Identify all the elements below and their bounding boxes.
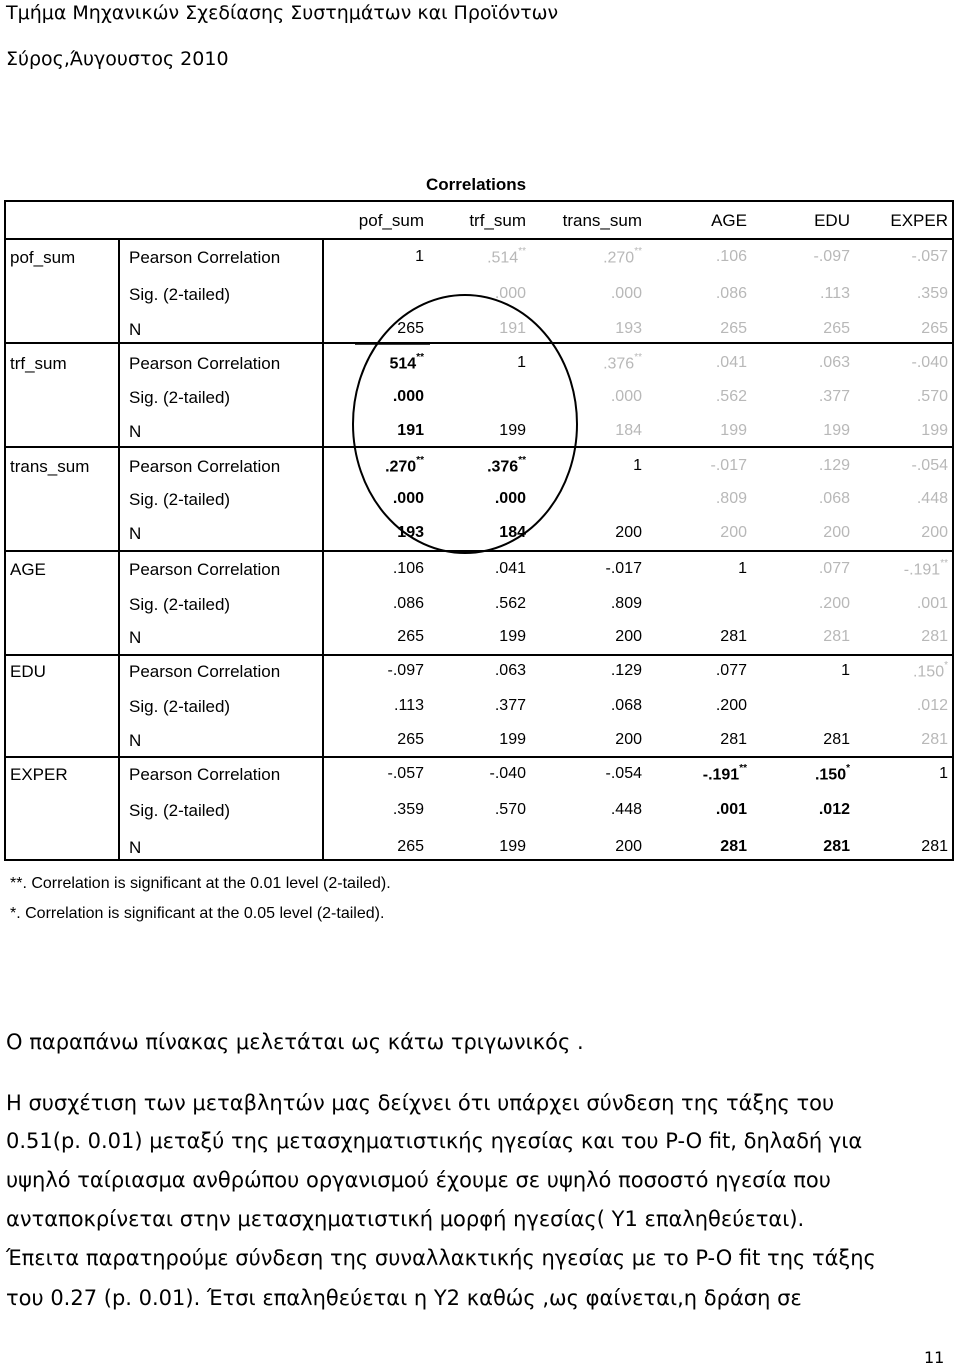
table-cell (843, 285, 948, 303)
cell-value: .086 (715, 285, 747, 302)
cell-value: .012 (818, 801, 850, 818)
cell-value: 281 (921, 838, 948, 855)
table-cell (421, 422, 526, 440)
cell-value: .359 (392, 801, 424, 818)
significance-marker: ** (634, 246, 642, 257)
cell-value: .001 (916, 595, 948, 612)
table-cell (319, 388, 424, 406)
significance-marker: ** (518, 455, 526, 466)
cell-value: 200 (720, 524, 747, 541)
cell-value: -.097 (813, 248, 850, 265)
cell-value: .448 (610, 801, 642, 818)
significance-marker: * (846, 763, 850, 774)
cell-value: -.017 (605, 560, 642, 577)
row-statistic-label: Pearson Correlation (129, 765, 281, 784)
table-cell (421, 248, 526, 267)
table-cell (421, 490, 526, 508)
table-cell (421, 697, 526, 715)
cell-value: 265 (921, 320, 948, 337)
table-cell (537, 388, 642, 406)
cell-value: 199 (499, 731, 526, 748)
table-cell (537, 662, 642, 680)
cell-value: .570 (916, 388, 948, 405)
table-cell (537, 560, 642, 578)
table-cell (745, 662, 850, 680)
cell-value: .200 (715, 697, 747, 714)
table-cell (421, 838, 526, 856)
cell-value: 184 (499, 524, 526, 541)
row-statistic-label: N (129, 731, 142, 750)
table-cell (642, 560, 747, 578)
cell-value: 199 (499, 422, 526, 439)
table-cell (537, 524, 642, 542)
cell-value: .377 (818, 388, 850, 405)
cell-value: .086 (392, 595, 424, 612)
cell-value: 199 (720, 422, 747, 439)
cell-value: .000 (392, 388, 424, 405)
significance-marker: ** (739, 763, 747, 774)
row-variable-label: pof_sum (10, 248, 76, 267)
cell-value: .063 (494, 662, 526, 679)
cell-value: -.191 (903, 561, 941, 579)
cell-value: 281 (823, 628, 850, 645)
significance-marker: ** (518, 246, 526, 257)
cell-value: -.017 (710, 457, 747, 474)
cell-value: 1 (841, 662, 850, 679)
cell-value: 200 (823, 524, 850, 541)
table-cell (745, 490, 850, 508)
table-cell (421, 524, 526, 542)
significance-marker: ** (634, 352, 642, 363)
significance-marker: ** (940, 558, 948, 569)
paragraph-line-1: Ο παραπάνω πίνακας μελετάται ως κάτω τριγωνικός . (6, 1030, 584, 1054)
table-cell (745, 422, 850, 440)
cell-value: 200 (615, 628, 642, 645)
table-cell (642, 628, 747, 646)
table-cell (843, 490, 948, 508)
table-cell (642, 765, 747, 784)
table-cell (745, 388, 850, 406)
cell-value: 265 (397, 320, 424, 337)
table-cell (319, 490, 424, 508)
table-cell (642, 248, 747, 266)
row-statistic-label: Sig. (2-tailed) (129, 388, 231, 407)
table-cell (642, 285, 747, 303)
cell-value: 200 (615, 838, 642, 855)
row-statistic-label: Pearson Correlation (129, 662, 281, 681)
table-cell (843, 595, 948, 613)
row-statistic-label: N (129, 320, 142, 339)
table-cell (421, 662, 526, 680)
table-cell (642, 697, 747, 715)
table-group-divider (4, 756, 954, 758)
table-title: Correlations (426, 175, 527, 194)
table-cell (745, 801, 850, 819)
cell-value: .000 (610, 285, 642, 302)
cell-value: 281 (720, 838, 747, 855)
cell-value: 265 (397, 628, 424, 645)
table-cell (319, 524, 424, 542)
table-cell (421, 560, 526, 578)
table-cell (642, 320, 747, 338)
row-variable-label: trf_sum (10, 354, 67, 373)
table-cell (745, 248, 850, 266)
paragraph-line-7: του 0.27 (p. 0.01). Έτσι επαληθεύεται η Y2 καθώς ,ως φαίνεται,η δράση σε (6, 1286, 802, 1310)
row-statistic-label: Sig. (2-tailed) (129, 285, 231, 304)
cell-value: .041 (715, 354, 747, 371)
cell-value: .068 (818, 490, 850, 507)
cell-value: .068 (610, 697, 642, 714)
table-cell (745, 524, 850, 542)
cell-value: 281 (823, 838, 850, 855)
row-variable-label: trans_sum (10, 457, 90, 476)
table-cell (319, 662, 424, 680)
row-statistic-label: Sig. (2-tailed) (129, 697, 231, 716)
cell-value: -.057 (911, 248, 948, 265)
table-cell (745, 285, 850, 303)
significance-marker: ** (416, 352, 424, 363)
table-cell (642, 801, 747, 819)
column-header-trans-sum: trans_sum (562, 211, 642, 230)
cell-value: 193 (397, 524, 424, 541)
table-cell (745, 320, 850, 338)
table-cell (843, 248, 948, 266)
cell-value: .077 (715, 662, 747, 679)
row-statistic-label: N (129, 628, 142, 647)
table-cell (537, 801, 642, 819)
table-cell (319, 838, 424, 856)
table-cell (537, 731, 642, 749)
row-statistic-label: Sig. (2-tailed) (129, 801, 231, 820)
cell-value: 1 (517, 354, 526, 371)
table-cell (537, 628, 642, 646)
row-statistic-label: N (129, 422, 142, 441)
cell-value: 200 (615, 524, 642, 541)
cell-value: 281 (720, 628, 747, 645)
cell-value: 200 (921, 524, 948, 541)
table-cell (421, 731, 526, 749)
cell-value: 184 (615, 422, 642, 439)
row-variable-label: EDU (10, 662, 46, 681)
cell-value: .077 (818, 560, 850, 577)
column-header-exper: EXPER (890, 211, 948, 230)
table-cell (421, 628, 526, 646)
table-cell (319, 354, 424, 373)
significance-marker: ** (416, 455, 424, 466)
cell-value: 199 (499, 838, 526, 855)
table-cell (642, 838, 747, 856)
table-cell (843, 320, 948, 338)
table-cell (537, 354, 642, 373)
page-number: 11 (924, 1348, 945, 1367)
table-cell (843, 388, 948, 406)
table-cell (319, 320, 424, 338)
cell-value: .041 (494, 560, 526, 577)
cell-value: -.191 (702, 766, 740, 784)
cell-value: 199 (499, 628, 526, 645)
table-cell (745, 731, 850, 749)
row-statistic-label: N (129, 524, 142, 543)
cell-value: .106 (392, 560, 424, 577)
paragraph-line-3: 0.51(p. 0.01) μεταξύ της μετασχηματιστικής ηγεσίας και του P-O fit, δηλαδή για (6, 1129, 863, 1153)
table-cell (421, 801, 526, 819)
cell-value: 1 (738, 560, 747, 577)
table-cell (319, 248, 424, 266)
table-cell (642, 422, 747, 440)
table-cell (319, 731, 424, 749)
paragraph-line-2: Η συσχέτιση των μεταβλητών μας δείχνει ότι υπάρχει σύνδεση της τάξης του (6, 1091, 835, 1115)
cell-value: .150 (912, 663, 945, 681)
table-cell (319, 560, 424, 578)
cell-value: 281 (921, 731, 948, 748)
table-cell (843, 524, 948, 542)
table-header-divider (4, 238, 954, 240)
cell-value: 193 (615, 320, 642, 337)
table-cell (421, 320, 526, 338)
cell-value: .270 (385, 458, 417, 476)
cell-value: .113 (394, 697, 424, 714)
table-cell (843, 697, 948, 715)
cell-value: 514 (389, 355, 417, 373)
cell-value: .359 (916, 285, 948, 302)
cell-value: 281 (720, 731, 747, 748)
cell-value: .809 (715, 490, 747, 507)
cell-value: 200 (615, 731, 642, 748)
table-cell (421, 595, 526, 613)
table-cell (319, 422, 424, 440)
table-cell (843, 765, 948, 783)
cell-value: .376 (603, 355, 635, 373)
table-cell (421, 765, 526, 783)
table-cell (537, 422, 642, 440)
table-cell (642, 388, 747, 406)
table-cell (421, 354, 526, 372)
document-header-department: Τμήμα Μηχανικών Σχεδίασης Συστημάτων και Προϊόντων (6, 2, 559, 24)
row-statistic-label: Pearson Correlation (129, 354, 281, 373)
table-cell (642, 354, 747, 372)
cell-value: 199 (921, 422, 948, 439)
table-cell (537, 248, 642, 267)
cell-value: .129 (818, 457, 850, 474)
cell-value: .000 (392, 490, 424, 507)
row-statistic-label: Sig. (2-tailed) (129, 595, 231, 614)
table-group-divider (4, 550, 954, 552)
row-statistic-label: Pearson Correlation (129, 560, 281, 579)
cell-value: .000 (494, 490, 526, 507)
row-statistic-label: Pearson Correlation (129, 248, 281, 267)
table-cell (537, 697, 642, 715)
table-group-divider (4, 342, 954, 344)
row-variable-label: EXPER (10, 765, 68, 784)
footnote-significance-001: **. Correlation is significant at the 0.01 level (2-tailed). (10, 875, 391, 892)
table-cell (319, 628, 424, 646)
cell-value: .270 (603, 249, 635, 267)
cell-value: 265 (720, 320, 747, 337)
cell-value: -.040 (911, 354, 948, 371)
cell-value: -.040 (489, 765, 526, 782)
cell-value: 281 (921, 628, 948, 645)
table-cell (843, 838, 948, 856)
cell-value: .809 (610, 595, 642, 612)
table-cell (537, 838, 642, 856)
cell-value: 265 (397, 731, 424, 748)
table-cell (745, 765, 850, 784)
table-cell (319, 595, 424, 613)
cell-value: 1 (633, 457, 642, 474)
table-cell (421, 285, 526, 303)
cell-value: .063 (818, 354, 850, 371)
table-cell (745, 595, 850, 613)
cell-value: .200 (818, 595, 850, 612)
table-cell (843, 422, 948, 440)
table-cell (537, 595, 642, 613)
table-group-divider (4, 654, 954, 656)
cell-value: .012 (916, 697, 948, 714)
table-cell (642, 457, 747, 475)
paragraph-line-5: ανταποκρίνεται στην μετασχηματιστική μορφή ηγεσίας( Y1 επαληθεύεται). (6, 1207, 805, 1231)
table-cell (843, 354, 948, 372)
column-header-pof-sum: pof_sum (358, 211, 424, 230)
table-cell (843, 662, 948, 681)
table-group-divider (4, 446, 954, 448)
table-cell (745, 354, 850, 372)
cell-value: 265 (823, 320, 850, 337)
table-cell (642, 731, 747, 749)
cell-value: .570 (494, 801, 526, 818)
cell-value: 1 (415, 248, 424, 265)
table-cell (642, 490, 747, 508)
table-cell (537, 765, 642, 783)
cell-value: .377 (494, 697, 526, 714)
column-header-age: AGE (711, 211, 747, 230)
cell-value: .113 (820, 285, 850, 302)
cell-value: .129 (610, 662, 642, 679)
table-cell (843, 560, 948, 579)
cell-value: -.054 (911, 457, 948, 474)
cell-value: .000 (610, 388, 642, 405)
column-header-edu: EDU (814, 211, 850, 230)
significance-marker: * (944, 660, 948, 671)
cell-value: .514 (487, 249, 519, 267)
cell-value: -.054 (605, 765, 642, 782)
cell-value: 1 (939, 765, 948, 782)
row-statistic-label: Sig. (2-tailed) (129, 490, 231, 509)
cell-value: .448 (916, 490, 948, 507)
table-cell (319, 457, 424, 476)
cell-value: 281 (823, 731, 850, 748)
table-cell (843, 628, 948, 646)
cell-value: 199 (823, 422, 850, 439)
table-cell (642, 524, 747, 542)
table-cell (319, 697, 424, 715)
row-statistic-label: N (129, 838, 142, 857)
document-header-date: Σύρος,Άυγουστος 2010 (6, 48, 229, 70)
table-cell (745, 628, 850, 646)
table-cell (745, 560, 850, 578)
table-cell (319, 801, 424, 819)
table-cell (745, 838, 850, 856)
table-cell (319, 765, 424, 783)
table-cell (642, 662, 747, 680)
table-cell (745, 457, 850, 475)
row-variable-label: AGE (10, 560, 46, 579)
table-cell (421, 457, 526, 476)
cell-value: -.057 (387, 765, 424, 782)
cell-value: 191 (397, 422, 424, 439)
column-header-trf-sum: trf_sum (469, 211, 526, 230)
row-statistic-label: Pearson Correlation (129, 457, 281, 476)
cell-value: .562 (715, 388, 747, 405)
table-cell (537, 457, 642, 475)
table-cell (843, 457, 948, 475)
footnote-significance-005: *. Correlation is significant at the 0.05 level (2-tailed). (10, 905, 385, 922)
paragraph-line-6: Έπειτα παρατηρούμε σύνδεση της συναλλακτικής ηγεσίας με το P-O fit της τάξης (6, 1246, 876, 1270)
cell-value: .376 (487, 458, 519, 476)
cell-value: .001 (715, 801, 747, 818)
table-cell (537, 285, 642, 303)
cell-value: 191 (499, 320, 526, 337)
cell-value: .150 (814, 766, 847, 784)
cell-value: .000 (494, 285, 526, 302)
cell-value: .106 (715, 248, 747, 265)
cell-value: -.097 (387, 662, 424, 679)
table-cell (537, 320, 642, 338)
cell-value: 265 (397, 838, 424, 855)
cell-value: .562 (494, 595, 526, 612)
paragraph-line-4: υψηλό ταίριασμα ανθρώπου οργανισμού έχουμε σε υψηλό ποσοστό ηγεσία που (6, 1168, 831, 1192)
table-cell (843, 731, 948, 749)
